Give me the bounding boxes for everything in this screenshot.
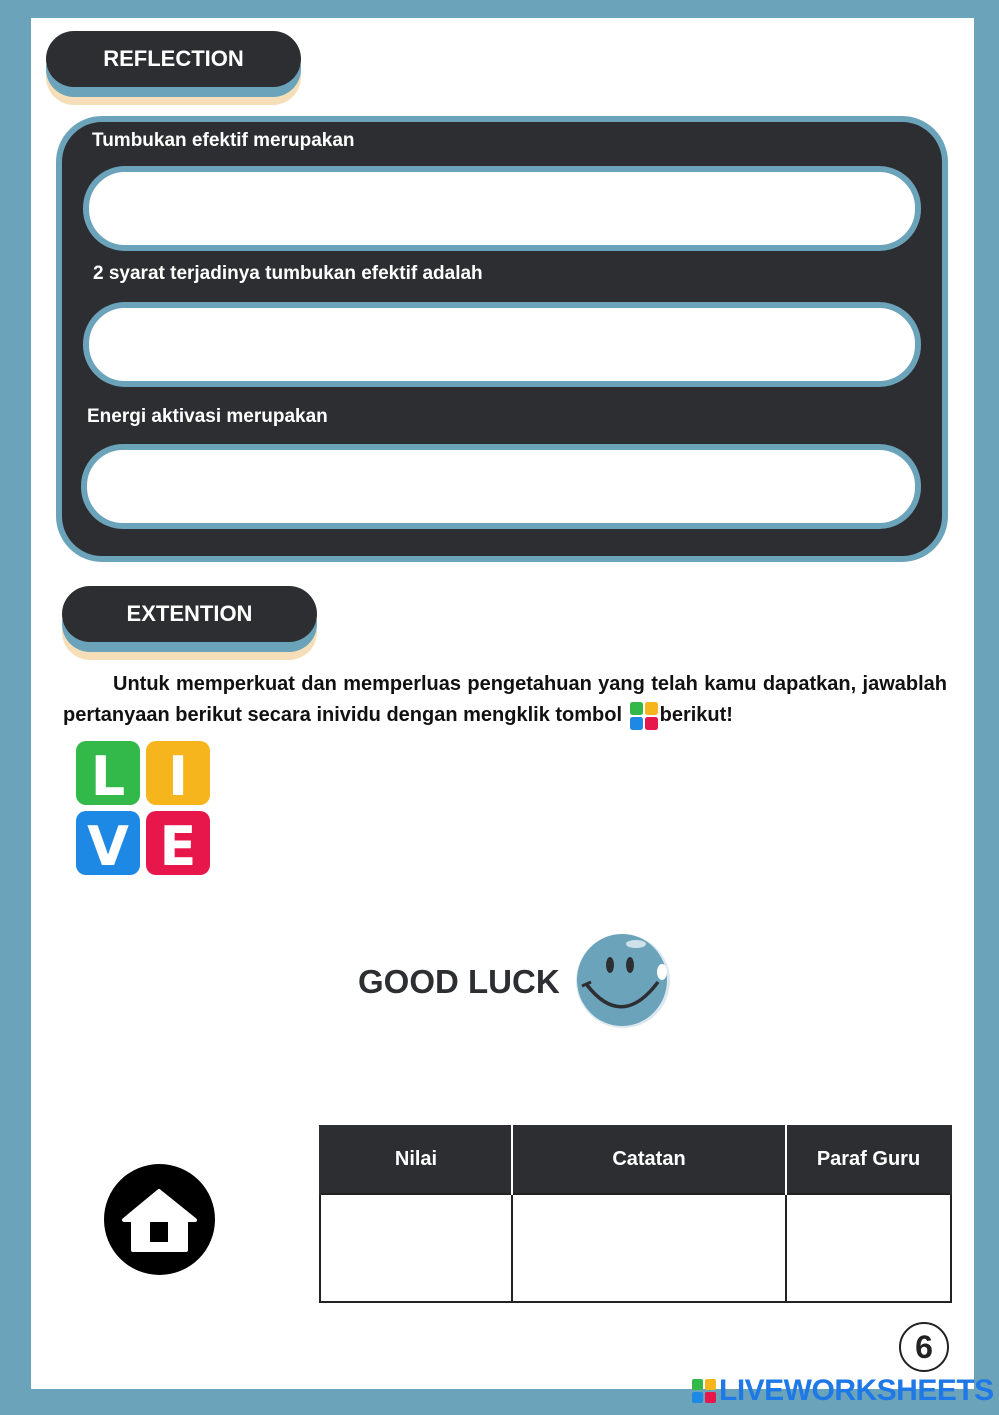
header-catatan: Catatan [512,1125,786,1194]
live-letter-l: L [90,745,126,808]
extension-heading-label: EXTENTION [62,586,317,642]
cell-paraf-guru[interactable] [786,1194,951,1302]
live-mini-icon [630,702,658,730]
answer-field-3[interactable] [81,444,921,529]
good-luck-text: GOOD LUCK [358,963,560,1000]
live-button[interactable] [76,741,210,875]
home-icon [104,1164,215,1275]
live-letter-v: V [87,815,129,875]
liveworksheets-logo [692,1374,994,1408]
live-letter-i: I [167,745,189,808]
live-letter-e: E [159,815,197,875]
extension-heading [62,586,317,660]
reflection-heading-label: REFLECTION [46,31,301,87]
live-brand-icon [692,1379,716,1403]
instruction-text: Untuk memperkuat dan memperluas pengetahuan yang telah kamu dapatkan, jawablah pertanyaan berikut secara inividu dengan mengklik tombol [63,673,947,726]
answer-field-2[interactable] [83,302,921,387]
grade-table-header [320,1125,951,1194]
grade-table [319,1125,952,1303]
grade-table-row [320,1194,951,1302]
cell-nilai[interactable] [320,1194,512,1302]
home-button[interactable] [104,1164,215,1275]
brand-name: LIVEWORKSHEETS [719,1374,994,1407]
instruction-text-end: berikut! [659,704,733,726]
extension-instructions [63,669,947,731]
reflection-heading [46,31,301,105]
page-number: 6 [899,1322,949,1372]
smiley-icon [572,930,672,1030]
header-paraf-guru: Paraf Guru [786,1125,951,1194]
answer-field-1[interactable] [83,166,921,251]
header-nilai: Nilai [320,1125,512,1194]
question-label-3: Energi aktivasi merupakan [87,406,328,427]
cell-catatan[interactable] [512,1194,786,1302]
question-label-1: Tumbukan efektif merupakan [92,130,355,151]
question-label-2: 2 syarat terjadinya tumbukan efektif adalah [93,263,483,284]
